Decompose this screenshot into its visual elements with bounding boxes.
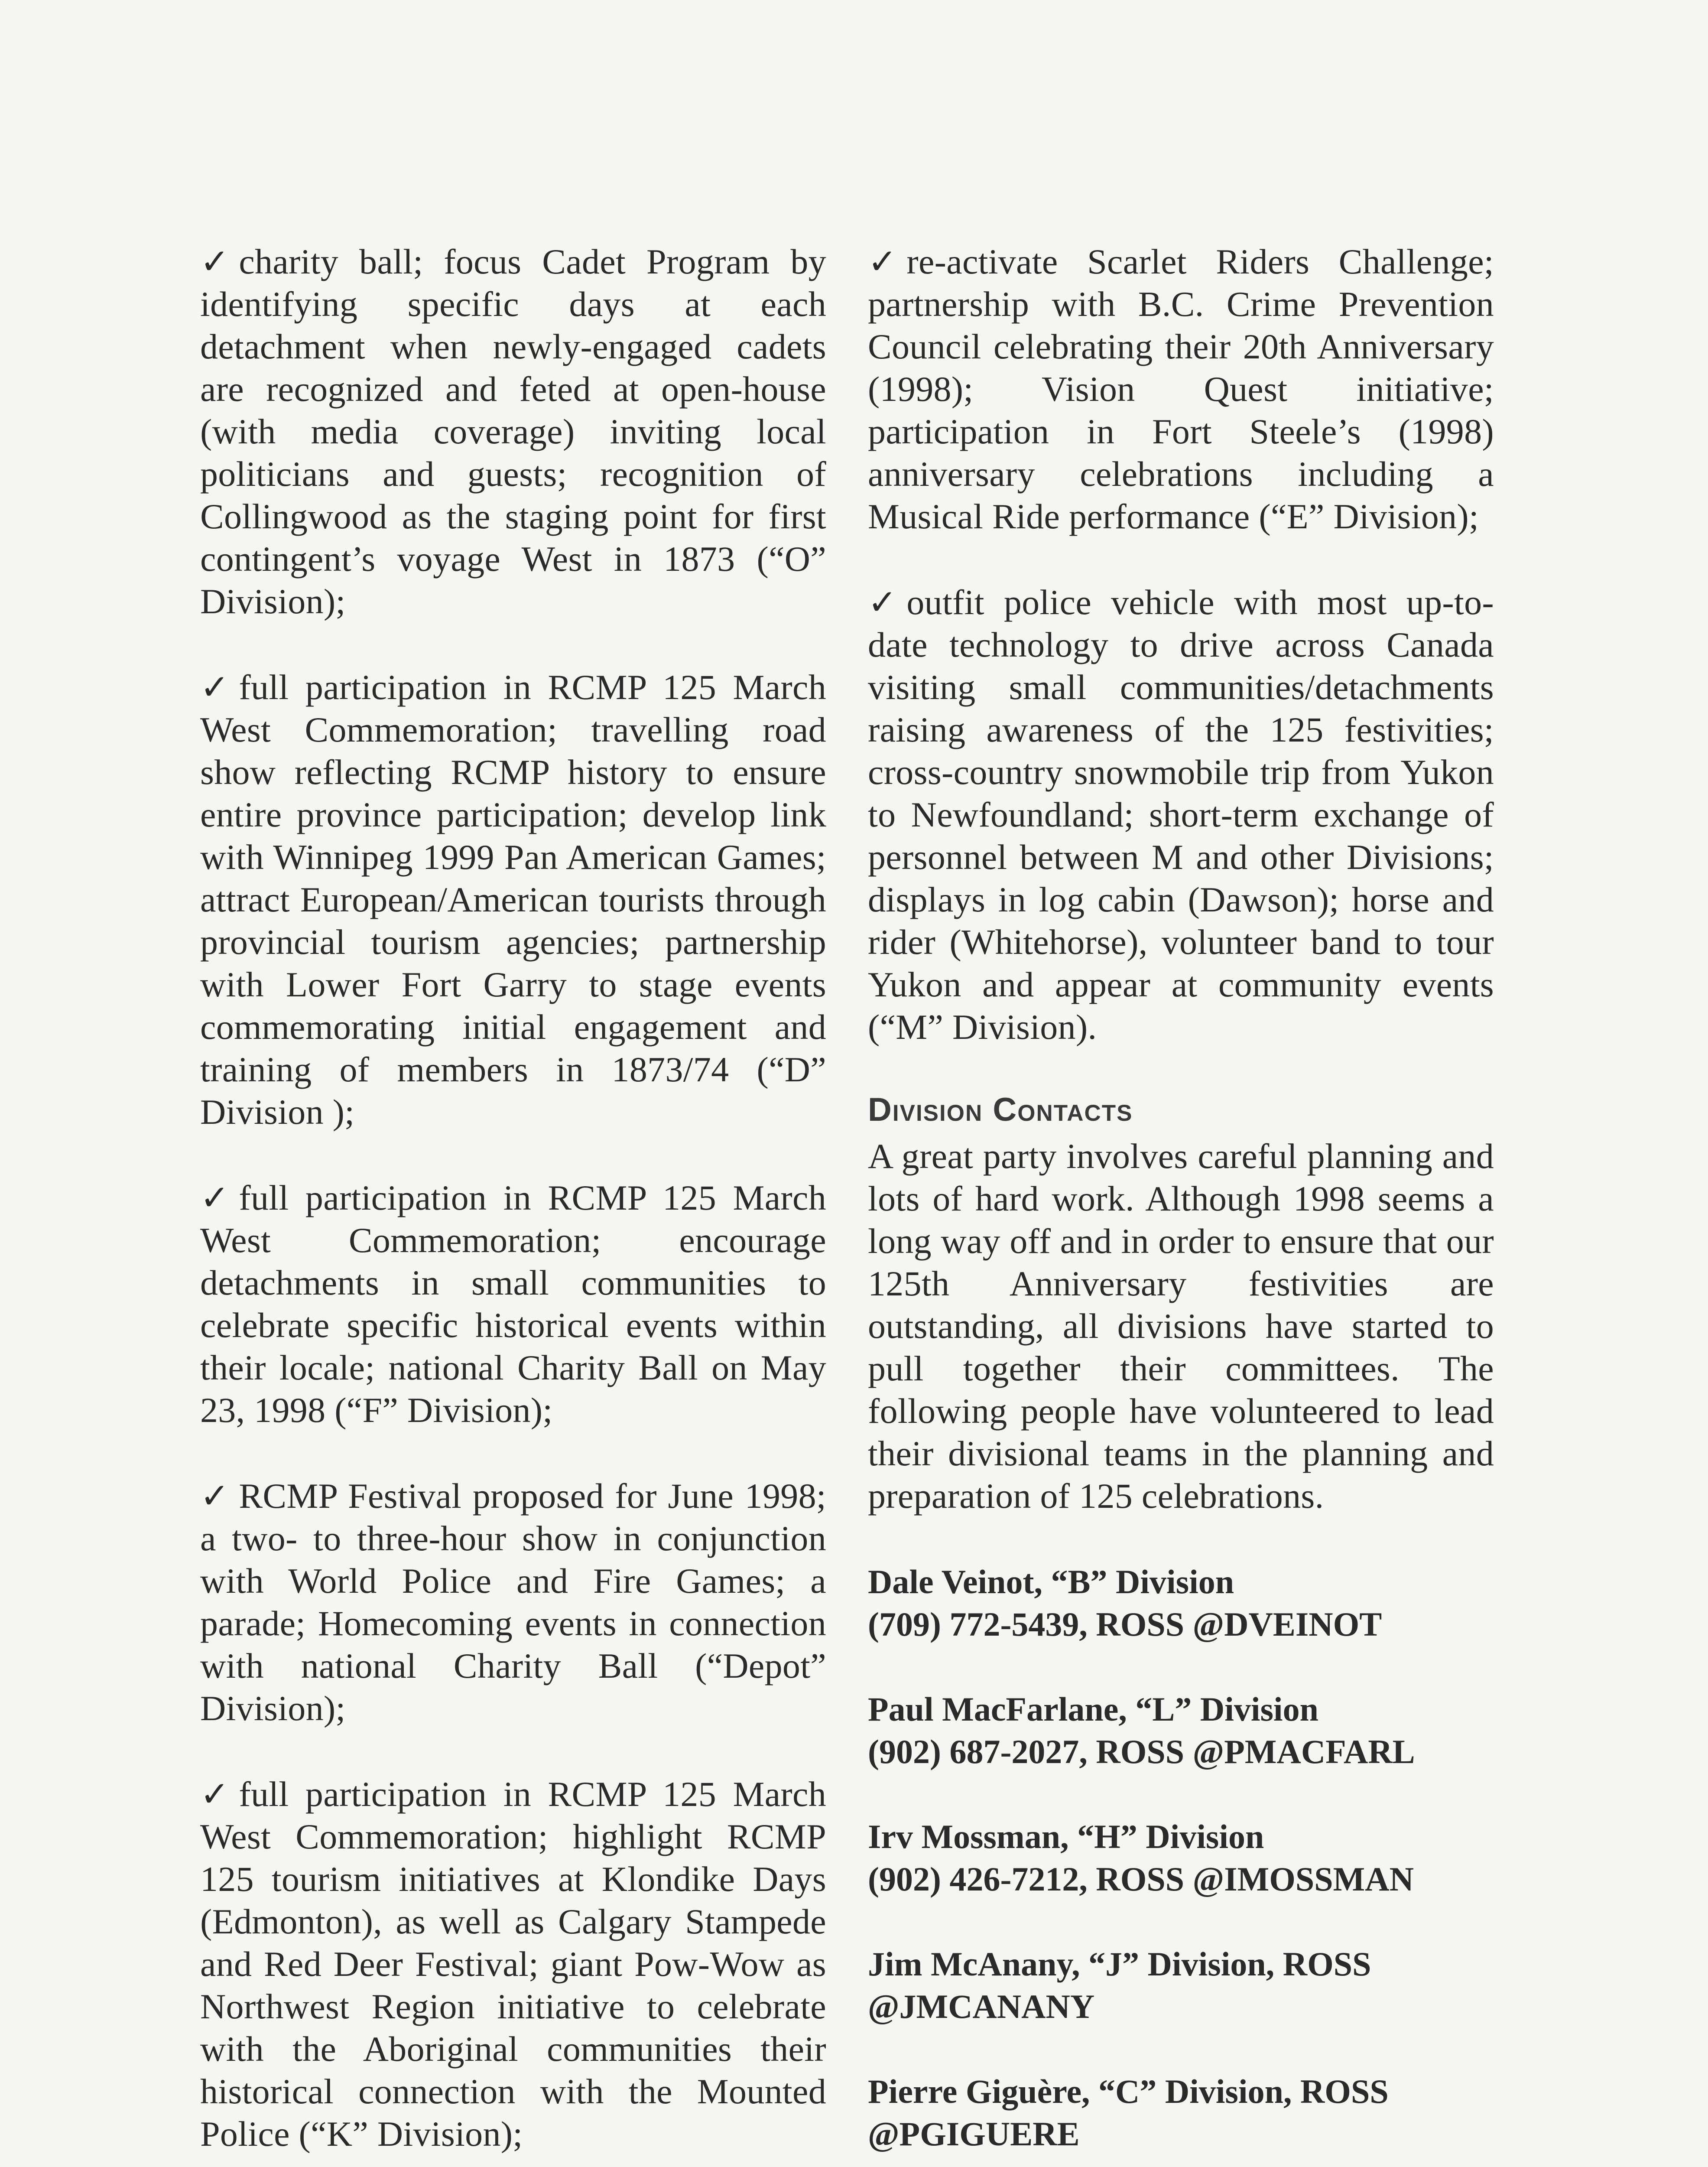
item-k-division: ✓ full participation in RCMP 125 March West Commemoration; highlight RCMP 125 tourism initiatives at Klondike Days (Edmonton), as well as Calgary Stampede and Red Deer Festival; giant Pow-Wow as Northwest Region initiative to celebrate with the Aboriginal communities their historical connection with the Mounted Police (“K” Division);	[200, 1774, 826, 2154]
checkmark-icon: ✓	[868, 241, 897, 282]
left-column	[200, 241, 826, 2167]
contact-details: (902) 687-2027, ROSS @PMACFARL	[868, 1733, 1415, 1770]
item-m-division: ✓ outfit police vehicle with most up-to-date technology to drive across Canada visiting small communities/detachments raising awareness of the 125 festivities; cross-country snowmobile trip from Yukon to Newfoundland; short-term exchange of personnel between M and other Divisions; displays in log cabin (Dawson); horse and rider (Whitehorse), volunteer band to tour Yukon and appear at community events (“M” Division).	[868, 582, 1494, 1047]
division-contacts-heading: Division Contacts	[868, 1091, 1133, 1128]
item-f-division: ✓ full participation in RCMP 125 March West Commemoration; encourage detachments in small communities to celebrate specific historical events within their locale; national Charity Ball on May 23, 1998 (“F” Division);	[200, 1178, 826, 1430]
contact-entry	[868, 1688, 1494, 1773]
contact-details: @JMCANANY	[868, 1988, 1095, 2025]
item-o-division: ✓ charity ball; focus Cadet Program by identifying specific days at each detachment when newly-engaged cadets are recognized and feted at open-house (with media coverage) inviting local politicians and guests; recognition of Collingwood as the staging point for first contingent’s voyage West in 1873 (“O” Division);	[200, 241, 826, 621]
contact-entry	[868, 1943, 1494, 2028]
checkmark-icon: ✓	[200, 667, 230, 707]
contact-name: Pierre Giguère, “C” Division, ROSS	[868, 2073, 1389, 2110]
contact-name: Jim McAnany, “J” Division, ROSS	[868, 1945, 1371, 1983]
contact-entry	[868, 2070, 1494, 2155]
contact-details: @PGIGUERE	[868, 2115, 1080, 2153]
item-d-division: ✓ full participation in RCMP 125 March West Commemoration; travelling road show reflecting RCMP history to ensure entire province participation; develop link with Winnipeg 1999 Pan American Games; attract European/American tourists through provincial tourism agencies; partnership with Lower Fort Garry to stage events commemorating initial engagement and training of members in 1873/74 (“D” Division );	[200, 667, 826, 1132]
checkmark-icon: ✓	[200, 1178, 230, 1218]
division-contacts-intro: A great party involves careful planning and lots of hard work. Although 1998 seems a long way off and in order to ensure that our 125th Anniversary festivities are outstanding, all divisions have started to pull together their committees. The following people have volunteered to lead their divisional teams in the planning and preparation of 125 celebrations.	[868, 1136, 1494, 1516]
checkmark-icon: ✓	[200, 1774, 230, 1814]
contact-name: Irv Mossman, “H” Division	[868, 1818, 1264, 1855]
checkmark-icon: ✓	[868, 582, 897, 622]
contact-entry	[868, 1816, 1494, 1900]
item-depot-division: ✓ RCMP Festival proposed for June 1998; a two- to three-hour show in conjunction with World Police and Fire Games; a parade; Homecoming events in connection with national Charity Ball (“Depot” Division);	[200, 1476, 826, 1728]
checkmark-icon: ✓	[200, 1476, 230, 1516]
contact-entry	[868, 1561, 1494, 1646]
contact-name: Dale Veinot, “B” Division	[868, 1563, 1234, 1601]
right-column	[868, 241, 1494, 2167]
item-e-division: ✓ re-activate Scarlet Riders Challenge; partnership with B.C. Crime Prevention Council celebrating their 20th Anniversary (1998); Vision Quest initiative; participation in Fort Steele’s (1998) anniversary celebrations including a Musical Ride performance (“E” Division);	[868, 241, 1494, 536]
contact-details: (709) 772-5439, ROSS @DVEINOT	[868, 1605, 1382, 1643]
checkmark-icon: ✓	[200, 241, 230, 282]
contact-name: Paul MacFarlane, “L” Division	[868, 1690, 1318, 1728]
contact-details: (902) 426-7212, ROSS @IMOSSMAN	[868, 1860, 1414, 1898]
